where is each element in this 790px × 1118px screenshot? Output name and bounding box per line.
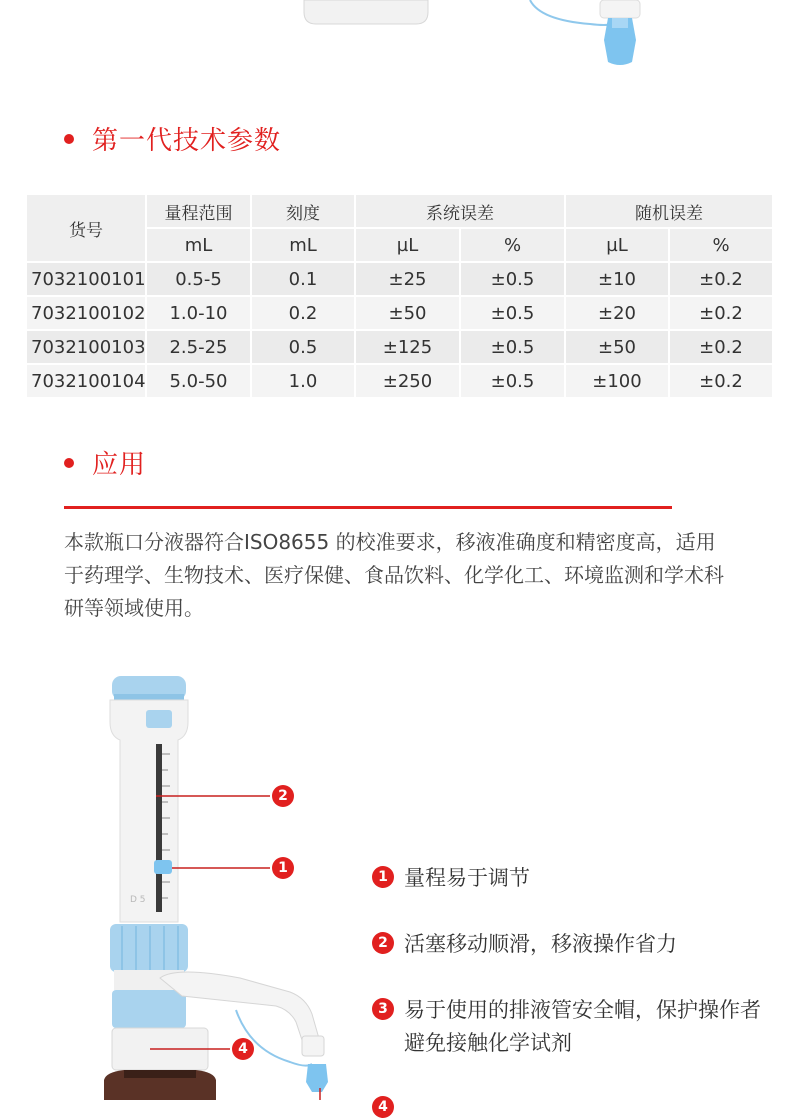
table-header-row (27, 195, 772, 227)
table-cell: ±0.5 (461, 365, 564, 397)
table-cell: 2.5-25 (147, 331, 250, 363)
feature-number-badge: 1 (372, 866, 394, 888)
table-cell: 0.1 (252, 263, 354, 295)
feature-text: 活塞移动顺滑，移液操作省力 (404, 932, 677, 956)
table-cell: ±125 (356, 331, 459, 363)
feature-text: 量程易于调节 (404, 866, 530, 890)
table-row (27, 263, 772, 295)
unit-cell: mL (147, 229, 250, 261)
header-item-no: 货号 (27, 195, 145, 261)
table-cell: 5.0-50 (147, 365, 250, 397)
svg-text:D 5: D 5 (130, 895, 146, 905)
dispenser-illustration (0, 660, 360, 1100)
unit-cell: % (461, 229, 564, 261)
spec-table (25, 193, 774, 399)
section-title: 应用 (92, 450, 147, 480)
bullet-dot-icon (64, 458, 74, 468)
table-cell: ±50 (356, 297, 459, 329)
table-cell: ±0.2 (670, 297, 772, 329)
section-divider (64, 506, 672, 509)
feature-item (372, 994, 772, 1060)
table-cell: ±100 (566, 365, 668, 397)
table-cell: 7032100104 (27, 365, 145, 397)
table-cell: ±0.2 (670, 331, 772, 363)
feature-item (372, 862, 772, 895)
table-cell: ±50 (566, 331, 668, 363)
application-description: 本款瓶口分液器符合ISO8655 的校准要求，移液准确度和精密度高，适用于药理学、生物技术、医疗保健、食品饮料、化学化工、环境监测和学术科研等领域使用。 (64, 530, 724, 620)
table-cell: ±25 (356, 263, 459, 295)
feature-number-badge: 3 (372, 998, 394, 1020)
table-cell: ±0.2 (670, 365, 772, 397)
header-sys-error: 系统误差 (356, 195, 564, 227)
table-cell: 0.2 (252, 297, 354, 329)
bullet-dot-icon (64, 134, 74, 144)
header-scale: 刻度 (252, 195, 354, 227)
unit-cell: % (670, 229, 772, 261)
feature-item (372, 928, 772, 961)
feature-text: 易于使用的排液管安全帽，保护操作者避免接触化学试剂 (404, 998, 761, 1055)
table-cell: 7032100103 (27, 331, 145, 363)
table-cell: ±0.5 (461, 297, 564, 329)
section-heading-params (64, 120, 281, 157)
table-cell: ±0.5 (461, 331, 564, 363)
unit-cell: µL (356, 229, 459, 261)
table-cell: 0.5 (252, 331, 354, 363)
feature-item (372, 1092, 772, 1118)
callout-badge: 4 (232, 1038, 254, 1060)
table-cell: 0.5-5 (147, 263, 250, 295)
table-row (27, 365, 772, 397)
table-row (27, 331, 772, 363)
section-title: 第一代技术参数 (92, 126, 282, 156)
top-product-image (0, 0, 790, 80)
feature-number-badge: 4 (372, 1096, 394, 1118)
table-cell: ±10 (566, 263, 668, 295)
table-cell: ±20 (566, 297, 668, 329)
section-heading-app (64, 444, 146, 481)
callout-badge: 1 (272, 857, 294, 879)
table-cell: 1.0 (252, 365, 354, 397)
table-cell: 7032100102 (27, 297, 145, 329)
table-cell: 1.0-10 (147, 297, 250, 329)
table-row (27, 297, 772, 329)
table-cell: 7032100101 (27, 263, 145, 295)
header-rand-error: 随机误差 (566, 195, 772, 227)
table-cell: ±250 (356, 365, 459, 397)
table-cell: ±0.5 (461, 263, 564, 295)
callout-badge: 2 (272, 785, 294, 807)
table-cell: ±0.2 (670, 263, 772, 295)
feature-number-badge: 2 (372, 932, 394, 954)
header-range: 量程范围 (147, 195, 250, 227)
unit-cell: mL (252, 229, 354, 261)
unit-cell: µL (566, 229, 668, 261)
